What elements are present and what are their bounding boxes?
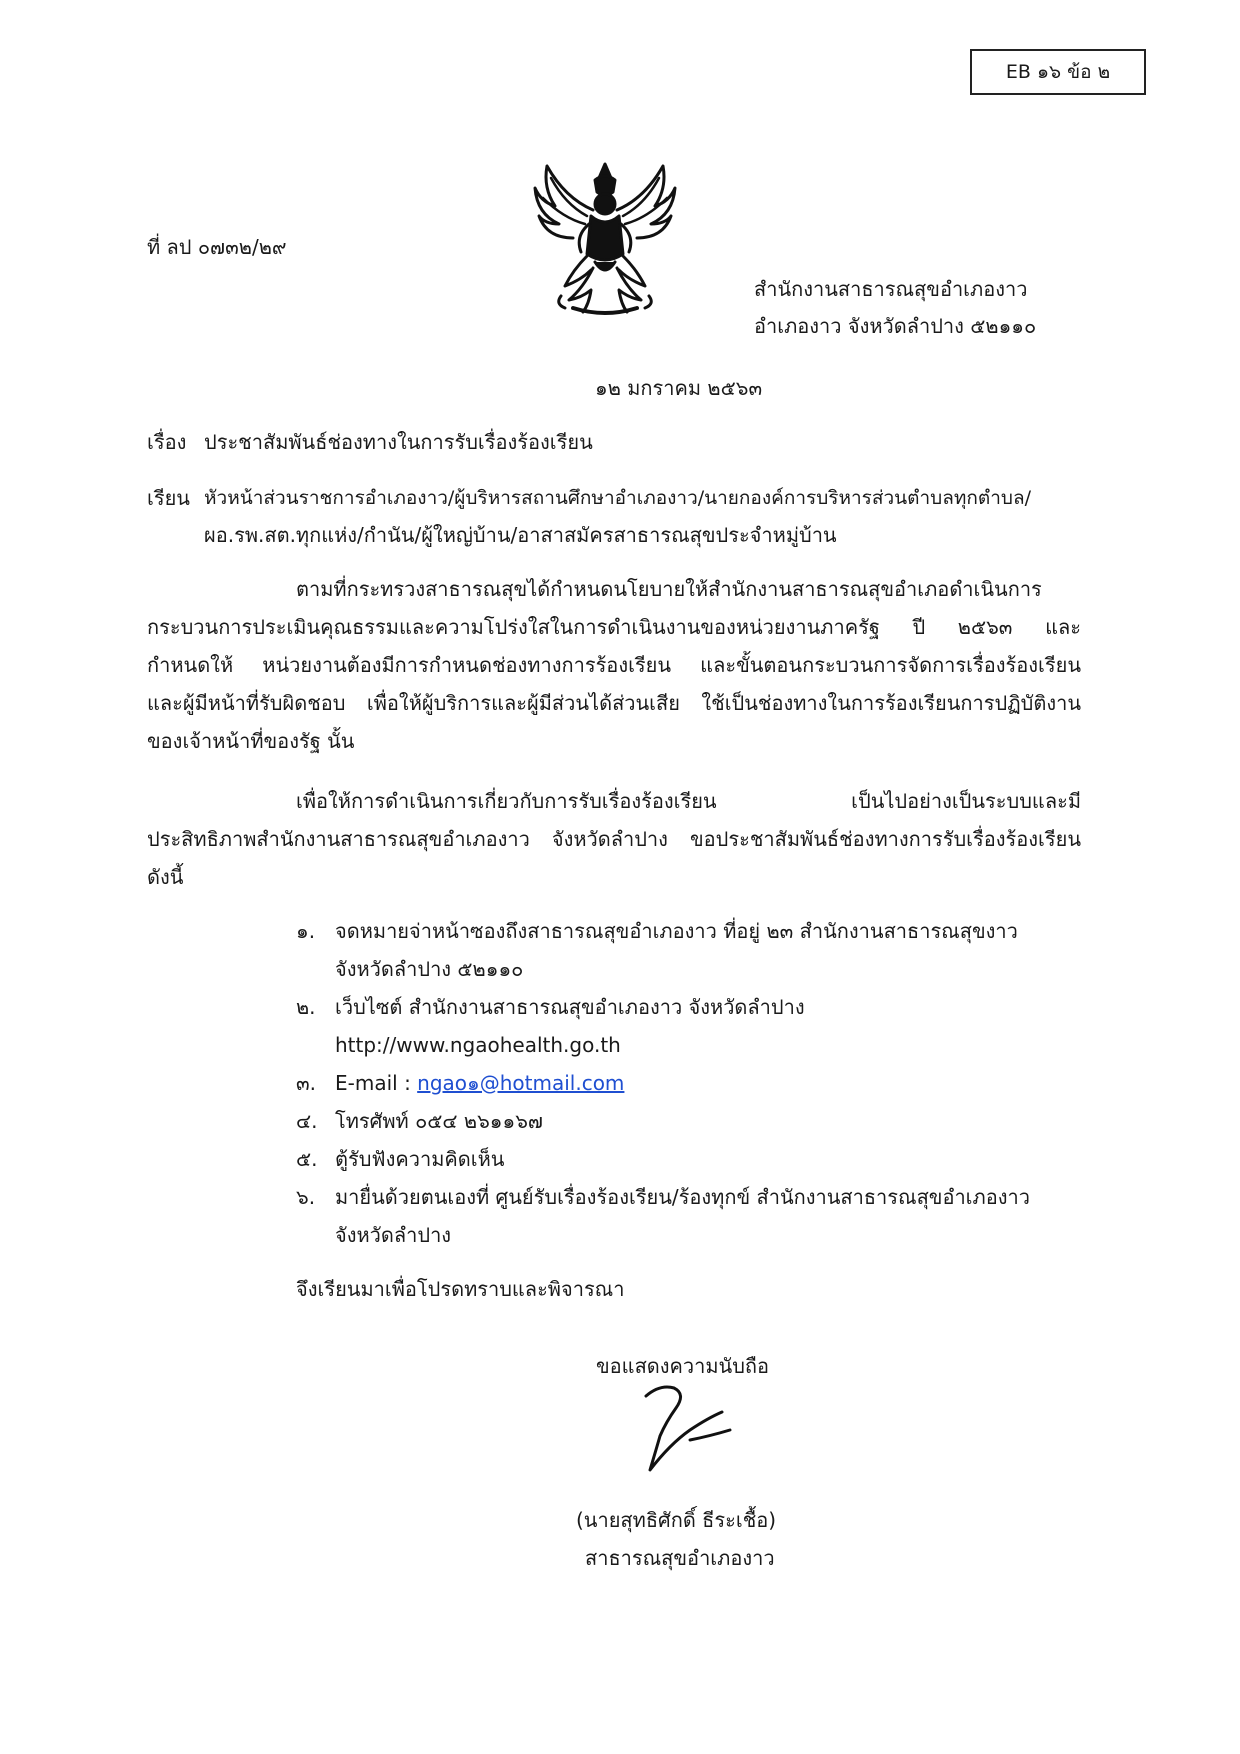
letter-date: ๑๒ มกราคม ๒๕๖๓ bbox=[595, 376, 763, 400]
paragraph-1-line: ตามที่กระทรวงสาธารณสุขได้กำหนดนโยบายให้สำนักงานสาธารณสุขอำเภอดำเนินการ bbox=[296, 577, 1042, 601]
list-item-number: ๔. bbox=[296, 1109, 318, 1133]
paragraph-1-line: และผู้มีหน้าที่รับผิดชอบ เพื่อให้ผู้บริการและผู้มีส่วนได้ส่วนเสีย ใช้เป็นช่องทางในการร้องเรียนการปฏิบัติงาน bbox=[147, 691, 1081, 715]
website-url: http://www.ngaohealth.go.th bbox=[335, 1033, 621, 1057]
sender-address: อำเภองาว จังหวัดลำปาง ๕๒๑๑๐ bbox=[754, 314, 1037, 338]
email-row bbox=[335, 1064, 624, 1102]
closing-request: จึงเรียนมาเพื่อโปรดทราบและพิจารณา bbox=[296, 1277, 625, 1301]
paragraph-1-line: กำหนดให้ หน่วยงานต้องมีการกำหนดช่องทางการร้องเรียน และขั้นตอนกระบวนการจัดการเรื่องร้องเรียน bbox=[147, 653, 1081, 677]
to-label: เรียน bbox=[147, 486, 190, 510]
email-link[interactable]: ngao๑@hotmail.com bbox=[417, 1071, 625, 1095]
subject-label: เรื่อง bbox=[147, 430, 187, 454]
list-item-number: ๖. bbox=[296, 1185, 316, 1209]
list-item-text: จังหวัดลำปาง ๕๒๑๑๐ bbox=[335, 957, 524, 981]
document-number: ที่ ลป ๐๗๓๒/๒๙ bbox=[147, 235, 287, 259]
signatory-name: (นายสุทธิศักดิ์ ธีระเชื้อ) bbox=[576, 1508, 777, 1532]
list-item-text: จดหมายจ่าหน้าซองถึงสาธารณสุขอำเภองาว ที่อยู่ ๒๓ สำนักงานสาธารณสุขงาว bbox=[335, 919, 1018, 943]
paragraph-1-line: กระบวนการประเมินคุณธรรมและความโปร่งใสในการดำเนินงานของหน่วยงานภาครัฐ ปี ๒๕๖๓ และ bbox=[147, 615, 1081, 639]
to-line-2: ผอ.รพ.สต.ทุกแห่ง/กำนัน/ผู้ใหญ่บ้าน/อาสาสมัครสาธารณสุขประจำหมู่บ้าน bbox=[204, 523, 837, 547]
list-item-text: จังหวัดลำปาง bbox=[335, 1223, 452, 1247]
paragraph-2-line: ประสิทธิภาพสำนักงานสาธารณสุขอำเภองาว จังหวัดลำปาง ขอประชาสัมพันธ์ช่องทางการรับเรื่องร้องเรียน bbox=[147, 827, 1081, 851]
list-item-text: โทรศัพท์ ๐๕๔ ๒๖๑๑๖๗ bbox=[335, 1109, 543, 1133]
garuda-emblem-icon bbox=[525, 158, 685, 318]
paragraph-2-line: ดังนี้ bbox=[147, 865, 184, 889]
to-line-1: หัวหน้าส่วนราชการอำเภองาว/ผู้บริหารสถานศึกษาอำเภองาว/นายกองค์การบริหารส่วนตำบลทุกตำบล/ bbox=[204, 487, 1031, 509]
paragraph-2-line: เพื่อให้การดำเนินการเกี่ยวกับการรับเรื่องร้องเรียน เป็นไปอย่างเป็นระบบและมี bbox=[296, 789, 1081, 813]
handwritten-signature bbox=[630, 1378, 750, 1488]
sender-office: สำนักงานสาธารณสุขอำเภองาว bbox=[754, 277, 1028, 301]
subject-text: ประชาสัมพันธ์ช่องทางในการรับเรื่องร้องเรียน bbox=[204, 430, 593, 454]
list-item-number: ๕. bbox=[296, 1147, 318, 1171]
paragraph-1-line: ของเจ้าหน้าที่ของรัฐ นั้น bbox=[147, 729, 355, 753]
list-item-text: ตู้รับฟังความคิดเห็น bbox=[335, 1147, 505, 1171]
list-item-text: เว็บไซต์ สำนักงานสาธารณสุขอำเภองาว จังหวัดลำปาง bbox=[335, 995, 805, 1019]
list-item-number: ๑. bbox=[296, 919, 316, 943]
email-label: E-mail : bbox=[335, 1071, 418, 1095]
list-item-number: ๒. bbox=[296, 995, 316, 1019]
list-item-text: มายื่นด้วยตนเองที่ ศูนย์รับเรื่องร้องเรียน/ร้องทุกข์ สำนักงานสาธารณสุขอำเภองาว bbox=[335, 1185, 1030, 1209]
regards: ขอแสดงความนับถือ bbox=[596, 1354, 770, 1378]
reference-box: EB ๑๖ ข้อ ๒ bbox=[970, 49, 1146, 95]
list-item-number: ๓. bbox=[296, 1071, 317, 1095]
signatory-position: สาธารณสุขอำเภองาว bbox=[585, 1546, 775, 1570]
